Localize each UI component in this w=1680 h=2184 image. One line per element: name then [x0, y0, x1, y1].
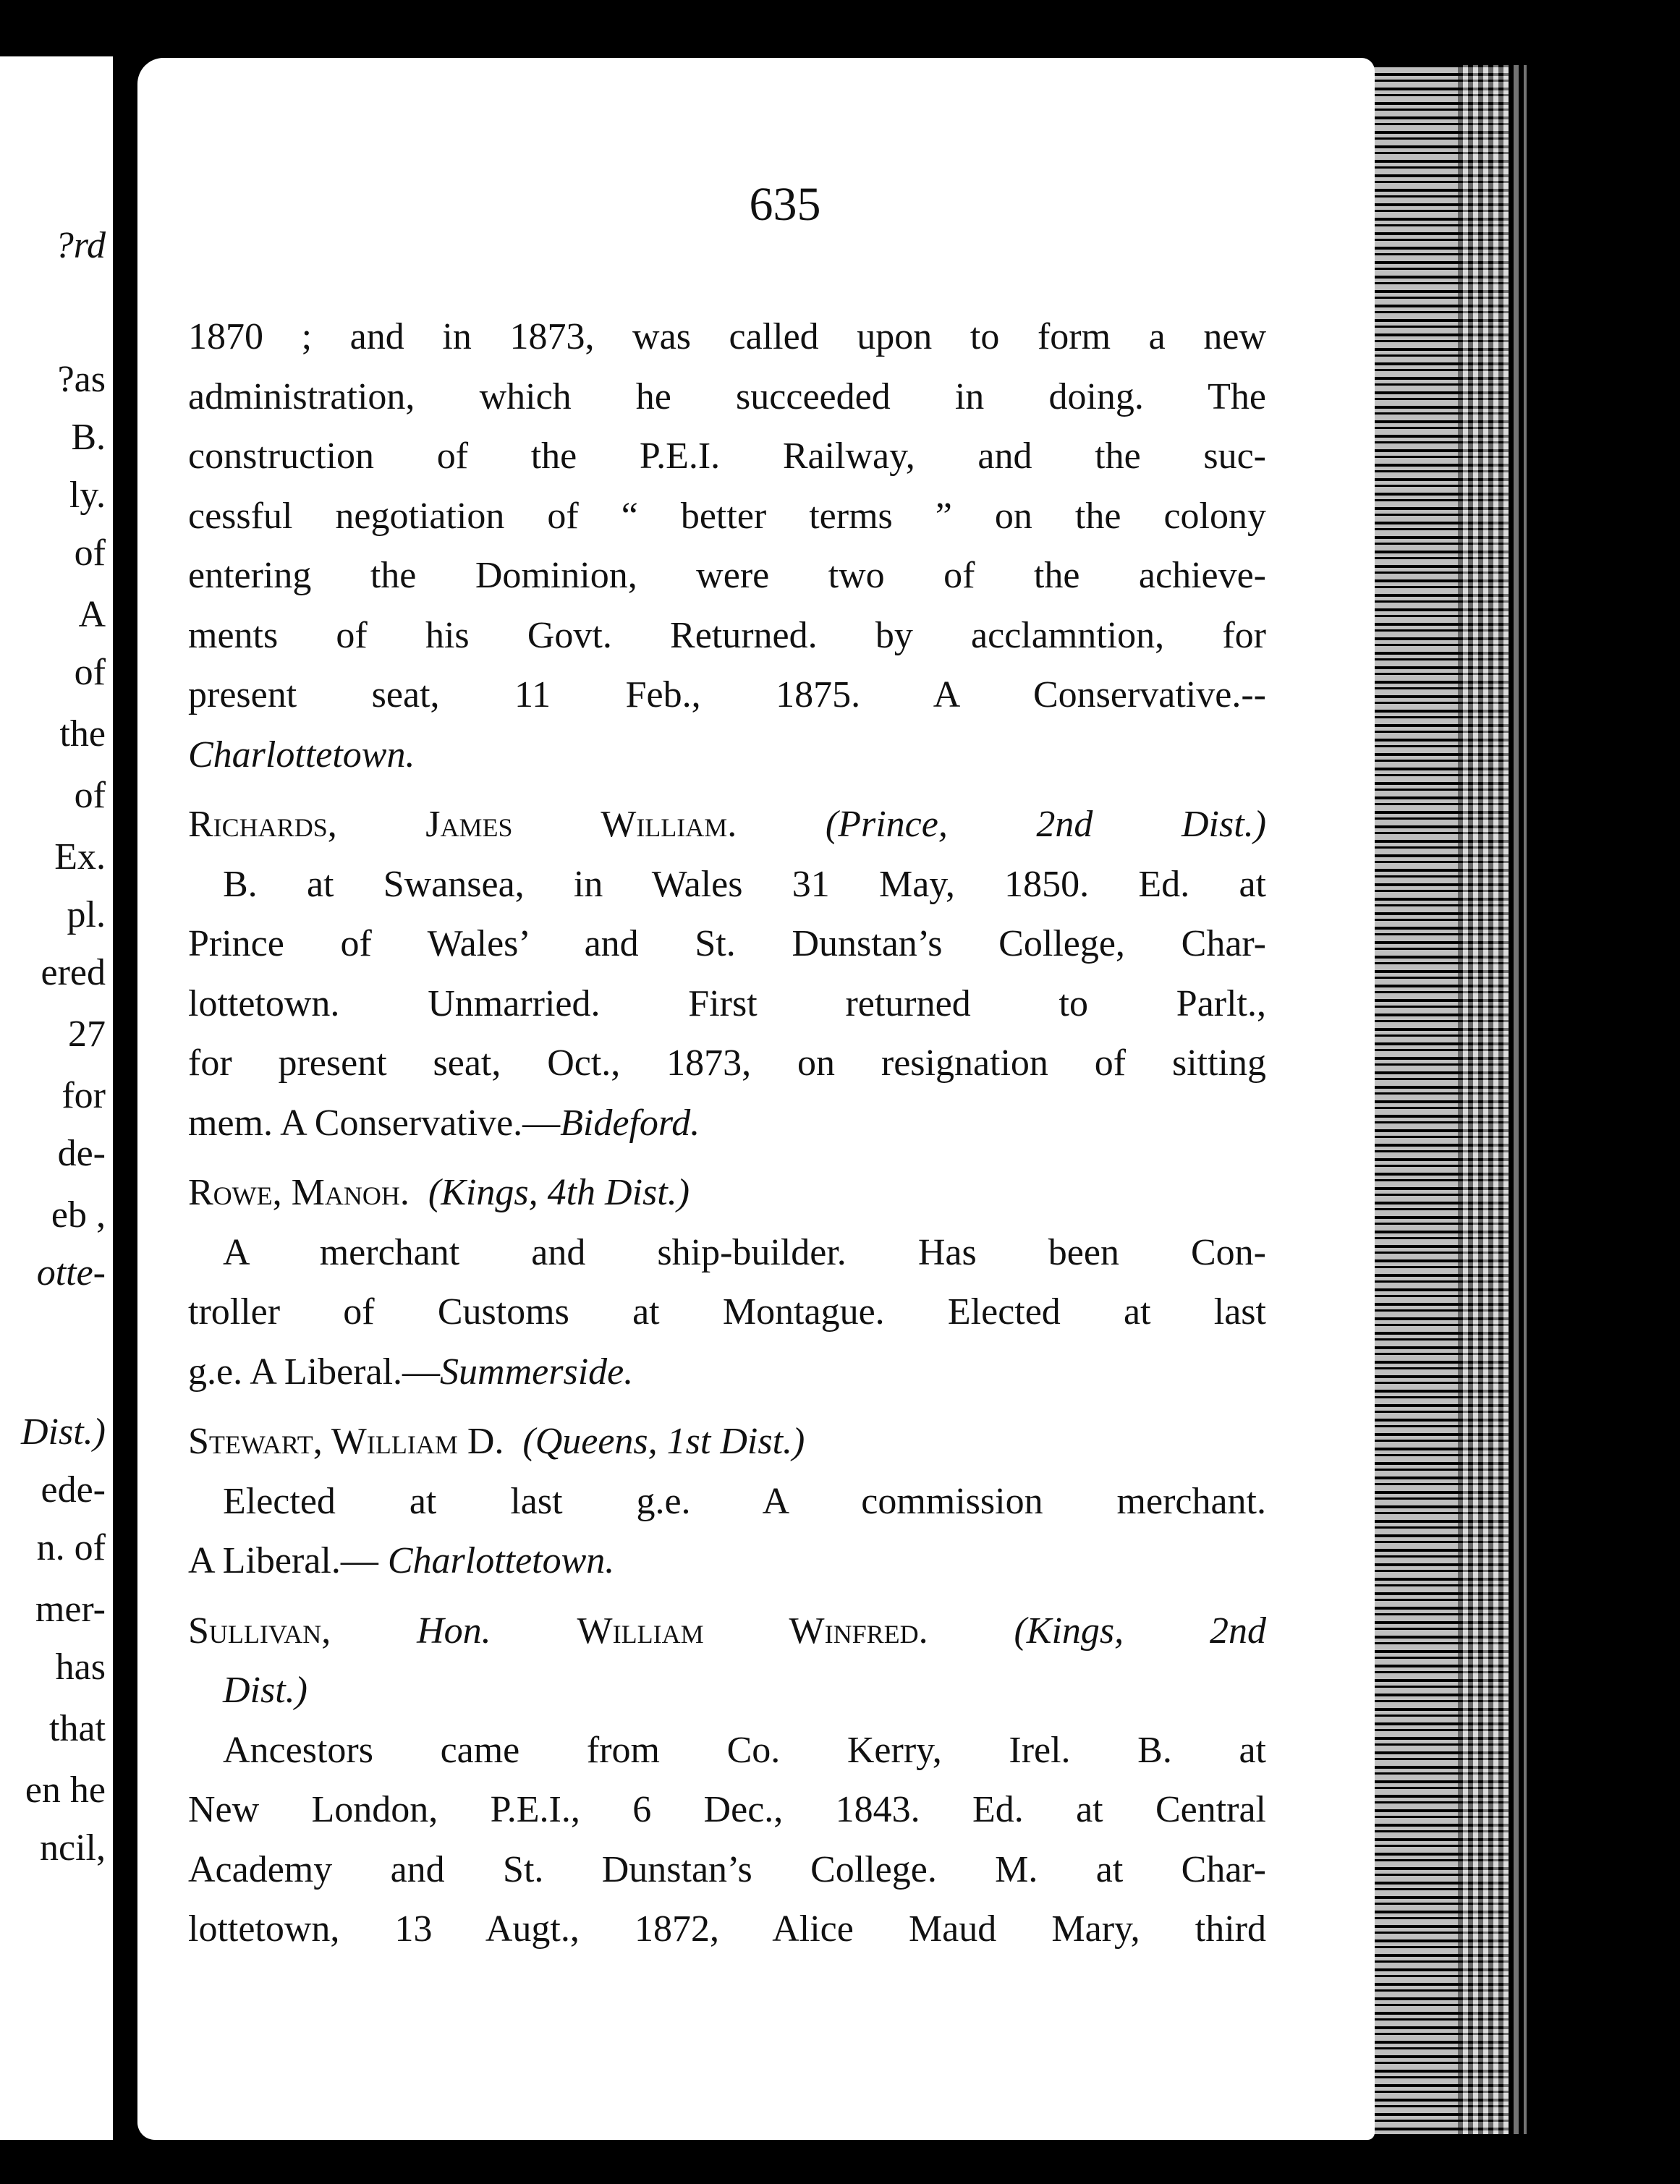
text-line: B. at Swansea, in Wales 31 May, 1850. Ed. at — [223, 863, 1266, 905]
entry-heading — [188, 1163, 1266, 1223]
left-page-fragment: that — [49, 1708, 106, 1749]
member-name: Stewart, William D. — [188, 1421, 504, 1462]
left-page-fragment: Dist.) — [21, 1411, 106, 1453]
text-line: New London, P.E.I., 6 Dec., 1843. Ed. at Central — [188, 1789, 1266, 1830]
residence: Charlottetown. — [188, 734, 415, 776]
left-page-fragment: otte- — [36, 1252, 106, 1293]
district: (Kings, 2nd — [1014, 1610, 1266, 1652]
left-page-fragment: en he — [25, 1769, 106, 1811]
text-line: A merchant and ship-builder. Has been Con- — [223, 1231, 1266, 1273]
text-line: entering the Dominion, were two of the achieve- — [188, 555, 1266, 596]
left-page-fragment: mer- — [35, 1589, 106, 1630]
district: (Queens, 1st Dist.) — [522, 1421, 805, 1462]
left-page-fragment: n. of — [36, 1527, 106, 1568]
left-page-fragment: has — [55, 1647, 106, 1688]
left-page-fragment: for — [61, 1075, 106, 1116]
left-page-fragment: ?rd — [54, 225, 106, 266]
district: (Kings, 4th Dist.) — [428, 1172, 690, 1213]
left-page-fragment: ?as — [57, 359, 106, 400]
page-text — [188, 307, 1266, 1960]
text-line — [188, 1343, 1266, 1403]
book-page — [137, 58, 1375, 2140]
left-page-fragment: A — [78, 594, 106, 635]
member-name: Richards, James William. — [188, 804, 737, 845]
text-line: lottetown. Unmarried. First returned to Parlt., — [188, 982, 1266, 1024]
entry-heading — [188, 1412, 1266, 1472]
entry-sullivan — [188, 1602, 1266, 1960]
member-name: Sullivan, — [188, 1610, 331, 1652]
continuation-paragraph — [188, 307, 1266, 785]
district-continued: Dist.) — [223, 1670, 307, 1711]
text-line: lottetown, 13 Augt., 1872, Alice Maud Mary, third — [188, 1908, 1266, 1950]
last-line-text: A Liberal.— — [188, 1540, 388, 1581]
page-number: 635 — [749, 178, 821, 231]
entry-heading — [188, 795, 1266, 855]
text-line — [188, 1094, 1266, 1154]
member-name: William Winfred. — [577, 1610, 928, 1652]
left-page-fragment: 27 — [68, 1014, 106, 1055]
left-page-fragment: ede- — [41, 1469, 106, 1510]
text-line: Elected at last g.e. A commission merchant. — [223, 1480, 1266, 1522]
member-title: Hon. — [417, 1610, 491, 1652]
left-page-fragment: of — [74, 652, 106, 693]
left-page-fragment: eb , — [51, 1194, 106, 1236]
member-name: Rowe, Manoh. — [188, 1172, 410, 1213]
text-line: 1870 ; and in 1873, was called upon to form a new — [188, 316, 1266, 357]
text-line: construction of the P.E.I. Railway, and the suc- — [188, 435, 1266, 477]
left-page-fragment: B. — [71, 417, 106, 458]
left-page-fragment: ly. — [69, 475, 106, 516]
left-page-edge — [0, 56, 116, 2140]
text-line: for present seat, Oct., 1873, on resignation of sitting — [188, 1042, 1266, 1084]
entry-heading — [188, 1602, 1266, 1662]
text-line — [188, 1531, 1266, 1592]
left-page-fragment: ncil, — [40, 1827, 106, 1869]
text-line: Prince of Wales’ and St. Dunstan’s College, Char- — [188, 923, 1266, 964]
text-line: Ancestors came from Co. Kerry, Irel. B. at — [223, 1729, 1266, 1771]
district: (Prince, 2nd Dist.) — [825, 804, 1267, 845]
last-line-text: g.e. A Liberal.— — [188, 1351, 441, 1393]
residence: Charlottetown. — [387, 1540, 615, 1581]
left-page-fragment: Ex. — [54, 836, 106, 878]
left-page-fragment: pl. — [67, 894, 106, 935]
residence: Summerside. — [440, 1351, 634, 1393]
last-line-text: mem. A Conservative.— — [188, 1102, 561, 1144]
left-page-fragment: of — [74, 775, 106, 816]
text-line: troller of Customs at Montague. Elected at last — [188, 1291, 1266, 1333]
text-line: Academy and St. Dunstan’s College. M. at Char- — [188, 1848, 1266, 1890]
text-line: administration, which he succeeded in doing. The — [188, 375, 1266, 417]
page-edge-texture-2 — [1458, 65, 1527, 2134]
gutter-rule — [113, 56, 116, 2140]
text-line: cessful negotiation of “ better terms ” on the colony — [188, 495, 1266, 537]
left-page-fragment: the — [59, 713, 106, 755]
entry-richards — [188, 795, 1266, 1153]
left-page-fragment: ered — [41, 952, 106, 993]
entry-stewart — [188, 1412, 1266, 1592]
left-page-fragment: de- — [57, 1133, 106, 1174]
text-line: ments of his Govt. Returned. by acclamntion, for — [188, 614, 1266, 656]
text-line: present seat, 11 Feb., 1875. A Conservative.-- — [188, 674, 1266, 715]
residence: Bideford. — [560, 1102, 700, 1144]
entry-rowe — [188, 1163, 1266, 1402]
left-page-fragment: of — [74, 532, 106, 574]
